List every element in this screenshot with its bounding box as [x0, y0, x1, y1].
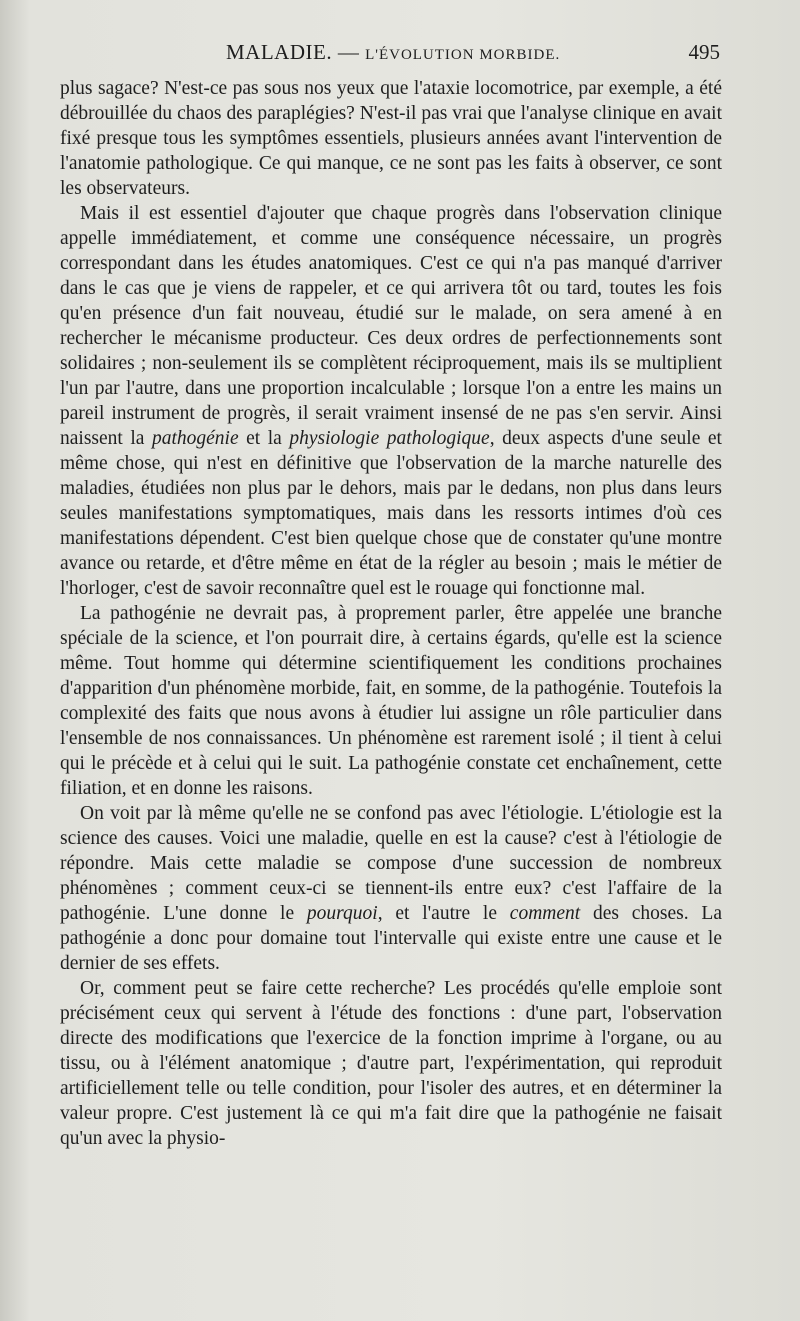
text-run: La pathogénie ne devrait pas, à proprement parler, être appelée une branche spéciale de la science, et l'on pourrait dire, à certains égards, qu'elle est la science même. Tout homme qui détermine scientifiquement les conditions prochaines d'apparition d'un phénomène morbide, fait, en somme, de la pathogénie. Toutefois la complexité des faits que nous avons à étudier lui assigne un rôle particulier dans l'ensemble de nos connaissances. Un phénomène est rarement isolé ; il tient à celui qui le précède et à celui qui le suit. La pathogénie constate cet enchaînement, cette filiation, et en donne les raisons.: [60, 603, 722, 799]
paragraph: [60, 801, 722, 976]
text-run: Mais il est essentiel d'ajouter que chaque progrès dans l'observation clinique appelle immédiatement, et comme une conséquence nécessaire, un progrès correspondant dans les études anatomiques. C'est ce qui n'a pas manqué d'arriver dans le cas que je viens de rappeler, et ce qui arrivera tôt ou tard, toutes les fois qu'en présence d'un fait nouveau, étudié sur le malade, on sera amené à en rechercher le mécanisme producteur. Ces deux ordres de perfectionnements sont solidaires ; non-seulement ils se complètent réciproquement, mais ils se multiplient l'un par l'autre, dans une proportion incalculable ; lorsque l'on a entre les mains un pareil instrument de progrès, il serait vraiment insensé de ne pas s'en servir. Ainsi naissent la: [60, 203, 722, 449]
body-text: [60, 76, 722, 1151]
text-run: des choses. La pathogénie a donc pour domaine tout l'intervalle qui existe entre une cause et le dernier de ses effets.: [60, 903, 722, 974]
paragraph: [60, 76, 722, 201]
running-title-dash: —: [337, 40, 360, 64]
paragraph: [60, 601, 722, 801]
italic-term: physiologie pathologique: [289, 428, 490, 449]
running-head: [226, 40, 560, 65]
text-run: , et l'autre le: [377, 903, 510, 924]
text-run: On voit par là même qu'elle ne se confond pas avec l'étiologie. L'étiologie est la science des causes. Voici une maladie, quelle en est la cause? c'est à l'étiologie de répondre. Mais cette maladie se compose d'une succession de nombreux phénomènes ; comment ceux-ci se tiennent-ils entre eux? c'est l'affaire de la pathogénie. L'une donne le: [60, 803, 722, 924]
text-run: , deux aspects d'une seule et même chose, qui n'est en définitive que l'observation de la marche naturelle des maladies, étudiées non plus par le dehors, mais par le dedans, non plus dans leurs seules manifestations symptomatiques, mais dans les ressorts intimes d'où ces manifestations dépendent. C'est bien quelque chose que de constater qu'une montre avance ou retarde, et d'être même en état de la régler au besoin ; mais le métier de l'horloger, c'est de savoir reconnaître quel est le rouage qui fonctionne mal.: [60, 428, 722, 599]
italic-term: pourquoi: [306, 903, 378, 924]
text-run: et la: [238, 428, 290, 449]
text-run: plus sagace? N'est-ce pas sous nos yeux que l'ataxie locomotrice, par exemple, a été débrouillée du chaos des paraplégies? N'est-il pas vrai que l'analyse clinique en avait fixé presque tous les symptômes essentiels, plusieurs années avant l'intervention de l'anatomie pathologique. Ce qui manque, ce ne sont pas les faits à observer, ce sont les observateurs.: [60, 78, 722, 199]
paragraph: [60, 976, 722, 1151]
page-header: [60, 40, 722, 68]
italic-term: pathogénie: [151, 428, 239, 449]
running-title-sub: L'ÉVOLUTION MORBIDE.: [365, 47, 561, 63]
italic-term: comment: [509, 903, 581, 924]
running-title-main: MALADIE.: [226, 40, 333, 64]
paragraph: [60, 201, 722, 601]
page-number: 495: [688, 40, 720, 64]
text-run: Or, comment peut se faire cette recherche? Les procédés qu'elle emploie sont précisément ceux qui servent à l'étude des fonctions : d'une part, l'observation directe des modifications que l'exercice de la fonction imprime à l'organe, ou au tissu, ou à l'élément anatomique ; d'autre part, l'expérimentation, qui reproduit artificiellement telle ou telle condition, pour l'isoler des autres, et en déterminer la valeur propre. C'est justement là ce qui m'a fait dire que la pathogénie ne faisait qu'un avec la physio-: [60, 978, 722, 1149]
